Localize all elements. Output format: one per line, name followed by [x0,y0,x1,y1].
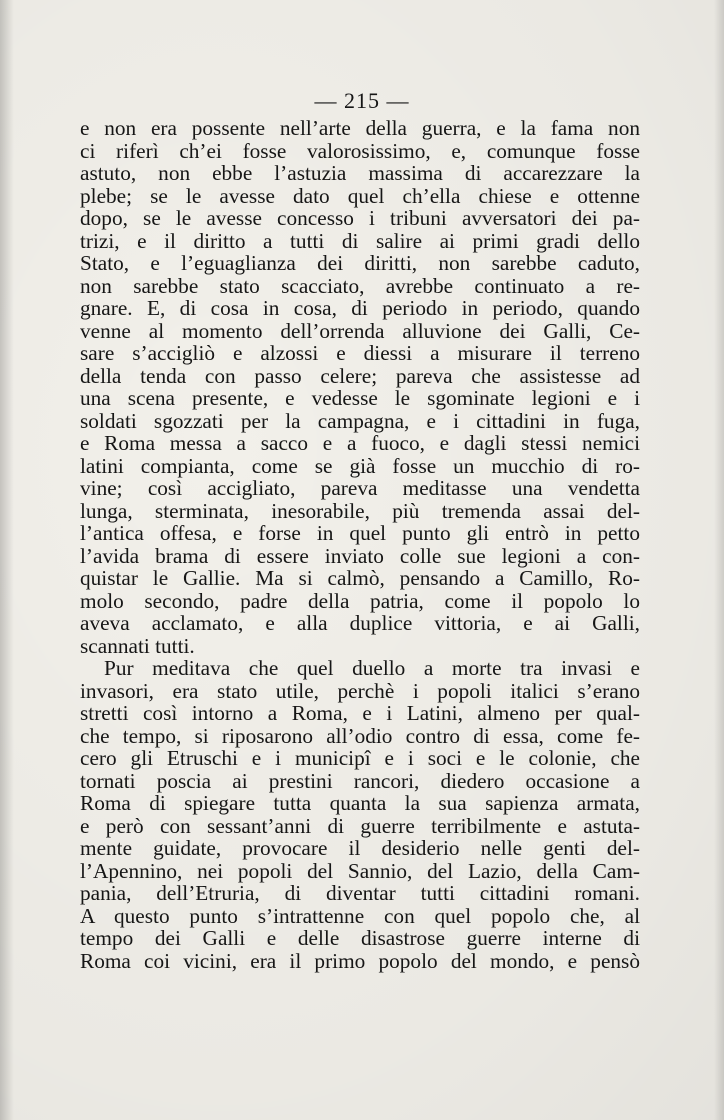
text-line: invasori, era stato utile, perchè i popoli italici s’erano [80,678,640,703]
text-line: trizi, e il diritto a tutti di salire ai primi gradi dello [80,228,640,253]
page-number: — 215 — [314,88,410,113]
text-line: Pur meditava che quel duello a morte tra invasi e [104,656,640,680]
text-line: della tenda con passo celere; pareva che assistesse ad [80,363,640,388]
text-line: l’antica offesa, e forse in quel punto gli entrò in petto [80,521,640,545]
text-line: una scena presente, e vedesse le sgominate legioni e i [80,386,640,410]
text-line: plebe; se le avesse dato quel ch’ella chiese e ottenne [80,183,640,208]
text-line: pania, dell’Etruria, di diventar tutti cittadini romani. [80,881,640,905]
text-line: gnare. E, di cosa in cosa, di periodo in periodo, quando [80,296,640,320]
text-line: Roma coi vicini, era il primo popolo del mondo, e pensò [80,948,640,973]
text-line: ci riferì ch’ei fosse valorosissimo, e, comunque fosse [80,138,640,163]
text-line: e Roma messa a sacco e a fuoco, e dagli stessi nemici [80,431,640,455]
text-line: sare s’accigliò e alzossi e diessi a misurare il terreno [80,341,640,365]
text-line: che tempo, si riposarono all’odio contro di essa, come fe- [80,723,640,748]
text-line: l’avida brama di essere inviato colle sue legioni a con- [80,543,640,568]
text-line: aveva acclamato, e alla duplice vittoria, e ai Galli, [80,611,640,635]
text-line: e però con sessant’anni di guerre terribilmente e astuta- [80,813,640,838]
text-line: lunga, sterminata, inesorabile, più tremenda assai del- [80,498,640,523]
body-text [80,117,640,972]
text-line: scannati tutti. [80,633,195,658]
text-line: astuto, non ebbe l’astuzia massima di accarezzare la [80,161,640,185]
text-line: molo secondo, padre della patria, come il popolo lo [80,588,640,613]
text-line: tempo dei Galli e delle disastrose guerre interne di [80,926,640,950]
text-line: cero gli Etruschi e i municipî e i soci e le colonie, che [80,746,640,770]
text-line: Stato, e l’eguaglianza dei diritti, non sarebbe caduto, [80,251,640,275]
text-line: non sarebbe stato scacciato, avrebbe continuato a re- [80,273,640,298]
text-line: stretti così intorno a Roma, e i Latini, almeno per qual- [80,701,640,725]
text-line: tornati poscia ai prestini rancori, diedero occasione a [80,768,640,793]
text-line: soldati sgozzati per la campagna, e i cittadini in fuga, [80,408,640,433]
text-line: A questo punto s’intrattenne con quel popolo che, al [80,903,640,928]
text-line: mente guidate, provocare il desiderio nelle genti del- [80,836,640,860]
page-edge-shadow-left [0,0,14,1120]
text-line: vine; così accigliato, pareva meditasse una vendetta [80,476,640,500]
page-edge-shadow-right [714,0,724,1120]
text-line: l’Apennino, nei popoli del Sannio, del Lazio, della Cam- [80,858,640,883]
text-line: dopo, se le avesse concesso i tribuni avversatori dei pa- [80,206,640,230]
text-line: Roma di spiegare tutta quanta la sua sapienza armata, [80,791,640,815]
text-line: e non era possente nell’arte della guerra, e la fama non [80,116,640,140]
text-line: latini compianta, come se già fosse un mucchio di ro- [80,453,640,478]
text-line: venne al momento dell’orrenda alluvione dei Galli, Ce- [80,318,640,343]
text-line: quistar le Gallie. Ma si calmò, pensando a Camillo, Ro- [80,566,640,590]
